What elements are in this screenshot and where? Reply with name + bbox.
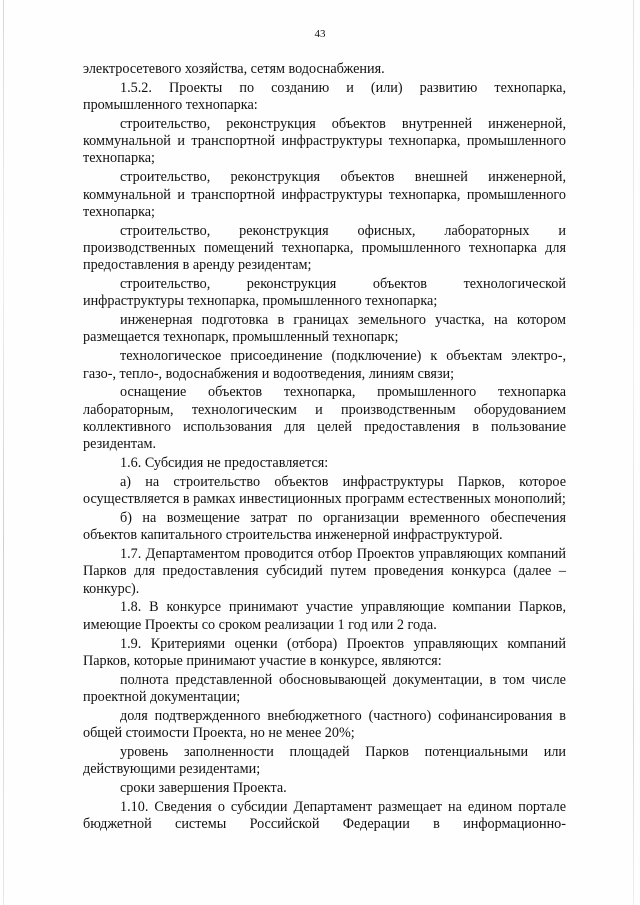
paragraph: сроки завершения Проекта. bbox=[120, 779, 287, 796]
paragraph: а) на строительство объектов инфраструктуры Парков, которое осуществляется в рамках инвестиционных программ естественных монополий; bbox=[83, 473, 566, 508]
paragraph: полнота представленной обосновывающей документации, в том числе проектной документации; bbox=[83, 671, 566, 705]
paragraph: доля подтвержденного внебюджетного (частного) софинансирования в общей стоимости Проекта, но не менее 20%; bbox=[83, 707, 566, 741]
paragraph: электросетевого хозяйства, сетям водоснабжения. bbox=[83, 61, 385, 77]
paragraph: 1.6. Субсидия не предоставляется: bbox=[120, 455, 329, 472]
paragraph: технологическое присоединение (подключение) к объектам электро-, газо-, тепло-, водоснабжения и водоотведения, линиям связи; bbox=[83, 348, 566, 382]
paragraph: оснащение объектов технопарка, промышленного технопарка лабораторным, технологическим и производственным оборудованием коллективного использования для целей предоставления в пользование резидентам. bbox=[83, 384, 566, 453]
paragraph: 1.10. Сведения о субсидии Департамент размещает на едином портале бюджетной системы Российской Федерации в информационно- bbox=[83, 798, 566, 832]
page-number: 43 bbox=[314, 28, 326, 40]
paragraph: 1.8. В конкурсе принимают участие управляющие компании Парков, имеющие Проекты со сроком реализации 1 год или 2 года. bbox=[83, 599, 566, 633]
paragraph: строительство, реконструкция офисных, лабораторных и производственных помещений технопарка, промышленного технопарка для предоставления в аренду резидентам; bbox=[83, 222, 566, 274]
page-right-edge bbox=[633, 0, 634, 905]
paragraph: 1.9. Критериями оценки (отбора) Проектов управляющих компаний Парков, которые принимают участие в конкурсе, являются: bbox=[83, 635, 566, 669]
paragraph: 1.5.2. Проекты по созданию и (или) развитию технопарка, промышленного технопарка: bbox=[83, 79, 566, 114]
paragraph: уровень заполненности площадей Парков потенциальными или действующими резидентами; bbox=[83, 743, 566, 778]
page-left-edge bbox=[3, 0, 4, 905]
paragraph: строительство, реконструкция объектов внутренней инженерной, коммунальной и транспортной инфраструктуры технопарка, промышленного технопарка; bbox=[83, 115, 566, 167]
paragraph: строительство, реконструкция объектов внешней инженерной, коммунальной и транспортной инфраструктуры технопарка, промышленного технопарка; bbox=[83, 169, 566, 220]
paragraph: строительство, реконструкция объектов технологической инфраструктуры технопарка, промышленного технопарка; bbox=[83, 276, 566, 310]
paragraph: инженерная подготовка в границах земельного участка, на котором размещается технопарк, промышленный технопарк; bbox=[83, 312, 566, 346]
paragraph: 1.7. Департаментом проводится отбор Проектов управляющих компаний Парков для предоставления субсидий путем проведения конкурса (далее – конкурс). bbox=[83, 546, 566, 597]
document-body bbox=[83, 61, 566, 835]
paragraph: б) на возмещение затрат по организации временного обеспечения объектов капитального строительства инженерной инфраструктурой. bbox=[83, 509, 566, 544]
